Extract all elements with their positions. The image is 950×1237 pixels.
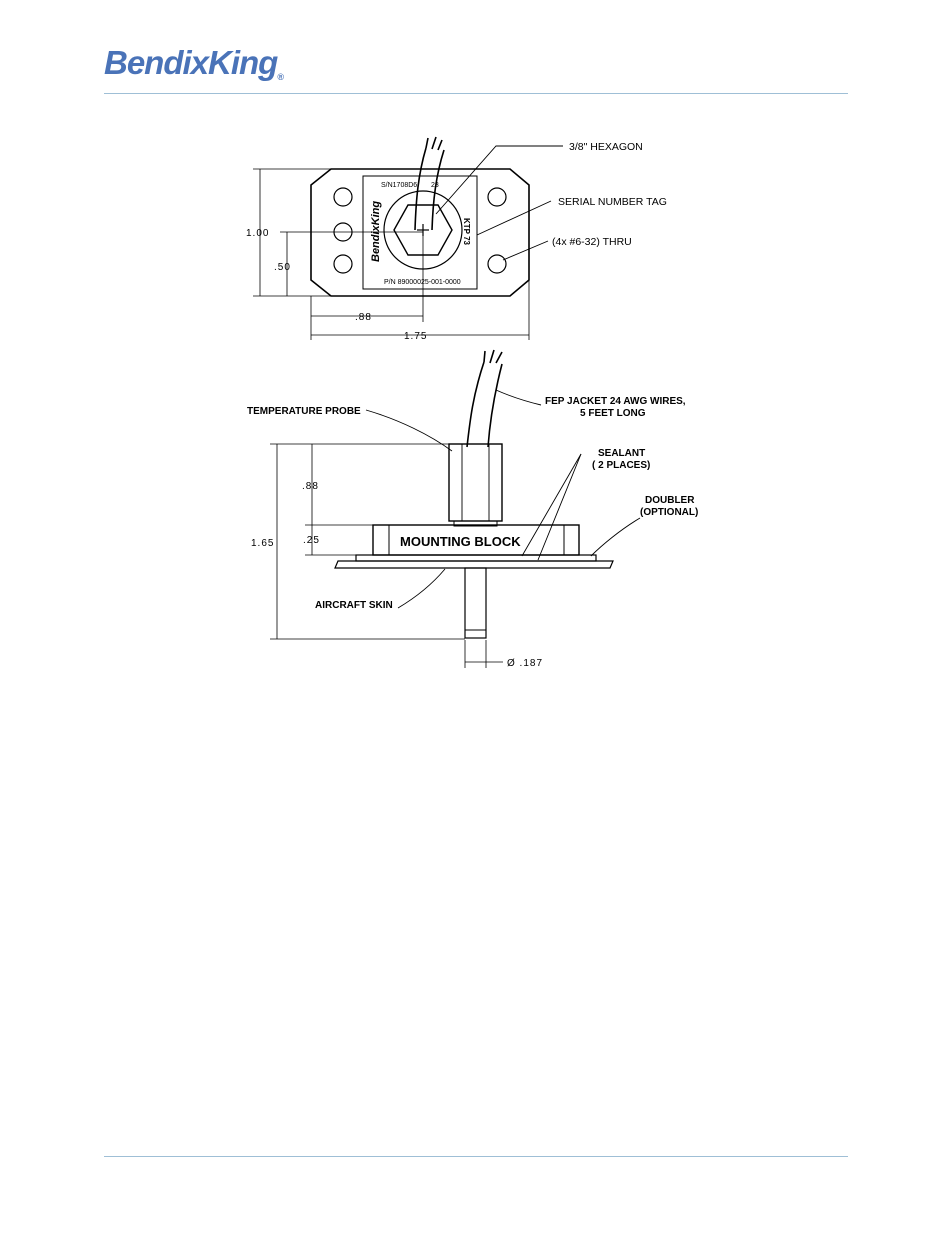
probe-leader: [366, 410, 452, 451]
label-wires-line2: 5 FEET LONG: [580, 408, 646, 419]
sealant-leader: [538, 454, 581, 560]
label-hexagon: 3/8" HEXAGON: [569, 141, 643, 153]
wire-ends: [426, 137, 442, 150]
side-wire-cable: [467, 362, 502, 447]
skin-leader: [398, 569, 445, 608]
label-sealant-line1: SEALANT: [598, 448, 646, 459]
dim-height: 1.00: [246, 228, 270, 239]
mount-hole: [334, 188, 352, 206]
label-thru: (4x #6-32) THRU: [552, 236, 632, 248]
label-serial-tag: SERIAL NUMBER TAG: [558, 196, 667, 208]
label-temperature-probe: TEMPERATURE PROBE: [247, 406, 361, 417]
side-view: [247, 350, 698, 669]
mount-hole: [488, 255, 506, 273]
wires-leader: [496, 390, 541, 405]
dim-nut: .88: [302, 481, 319, 492]
dim-diameter: Ø .187: [507, 658, 544, 669]
serial-tag-leader: [477, 201, 551, 235]
dim-block: .25: [303, 535, 320, 546]
dim-half-height: .50: [274, 262, 291, 273]
tag-serial-suffix: 23: [431, 182, 439, 189]
label-aircraft-skin: AIRCRAFT SKIN: [315, 600, 393, 611]
thru-leader: [503, 241, 548, 260]
tag-part-number: P/N 89000025-001-0000: [384, 279, 461, 286]
label-wires-line1: FEP JACKET 24 AWG WIRES,: [545, 396, 686, 407]
tag-brand: BendixKing: [370, 200, 382, 262]
label-doubler-line2: (OPTIONAL): [640, 507, 699, 518]
mount-hole: [334, 255, 352, 273]
dim-total: 1.65: [251, 538, 275, 549]
dim-width: 1.75: [404, 331, 428, 342]
tag-serial: S/N1708D6: [381, 182, 418, 189]
hex-nut: [449, 444, 502, 521]
probe-stem: [465, 568, 486, 638]
tag-model: KTP 73: [462, 218, 471, 245]
side-wire-ends: [484, 350, 502, 363]
logo-text: BendixKing: [104, 44, 278, 81]
label-sealant-line2: ( 2 PLACES): [592, 460, 651, 471]
label-doubler-line1: DOUBLER: [645, 495, 695, 506]
top-view: [246, 137, 667, 342]
aircraft-skin: [335, 561, 613, 568]
registered-mark: ®: [277, 72, 283, 82]
label-mounting-block: MOUNTING BLOCK: [400, 534, 521, 549]
dim-center: .88: [355, 312, 372, 323]
wire-cable: [415, 148, 444, 230]
doubler: [356, 555, 596, 561]
mount-hole: [488, 188, 506, 206]
sealant-leader: [522, 454, 581, 556]
doubler-leader: [591, 518, 640, 556]
